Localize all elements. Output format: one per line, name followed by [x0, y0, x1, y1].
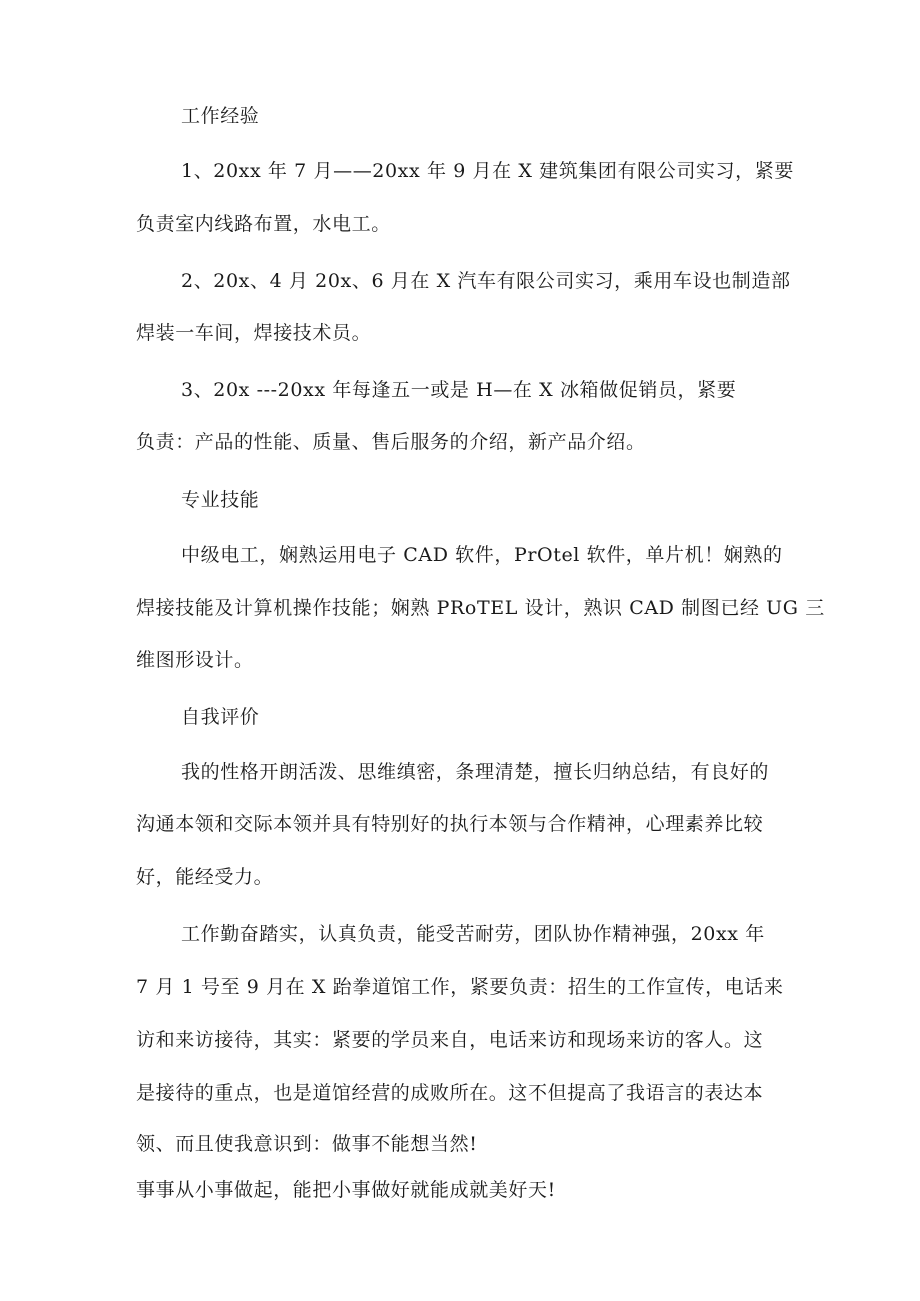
experience-item-3-line-1: 3、20x ---20xx 年每逢五一或是 H—在 X 冰箱做促销员，紧要: [181, 379, 737, 401]
experience-item-2-line-2: 焊装一车间，焊接技术员。: [136, 322, 372, 344]
evaluation-para-1-line-1: 我的性格开朗活泼、思维缜密，条理清楚，擅长归纳总结，有良好的: [181, 761, 770, 783]
evaluation-para-2-line-5: 领、而且使我意识到：做事不能想当然!: [136, 1133, 478, 1155]
evaluation-para-2-line-4: 是接待的重点，也是道馆经营的成败所在。这不但提高了我语言的表达本: [136, 1082, 764, 1104]
section-heading-work-experience: 工作经验: [181, 105, 260, 127]
experience-item-2-line-1: 2、20x、4 月 20x、6 月在 X 汽车有限公司实习，乘用车设也制造部: [181, 270, 791, 292]
skills-line-2: 焊接技能及计算机操作技能；娴熟 PRoTEL 设计，熟识 CAD 制图已经 UG 三: [136, 597, 825, 619]
skills-line-1: 中级电工，娴熟运用电子 CAD 软件，PrOtel 软件，单片机！娴熟的: [181, 544, 783, 566]
experience-item-3-line-2: 负责：产品的性能、质量、售后服务的介绍，新产品介绍。: [136, 431, 646, 453]
evaluation-para-1-line-2: 沟通本领和交际本领并具有特别好的执行本领与合作精神，心理素养比较: [136, 813, 764, 835]
experience-item-1-line-1: 1、20xx 年 7 月——20xx 年 9 月在 X 建筑集团有限公司实习，紧要: [181, 160, 794, 182]
skills-line-3: 维图形设计。: [136, 649, 254, 671]
section-heading-self-evaluation: 自我评价: [181, 706, 260, 728]
evaluation-para-2-line-6: 事事从小事做起，能把小事做好就能成就美好天!: [136, 1179, 556, 1201]
experience-item-1-line-2: 负责室内线路布置，水电工。: [136, 213, 391, 235]
evaluation-para-2-line-2: 7 月 1 号至 9 月在 X 跆拳道馆工作，紧要负责：招生的工作宣传，电话来: [136, 976, 784, 998]
evaluation-para-2-line-3: 访和来访接待，其实：紧要的学员来自，电话来访和现场来访的客人。这: [136, 1029, 764, 1051]
section-heading-professional-skills: 专业技能: [181, 489, 260, 511]
evaluation-para-2-line-1: 工作勤奋踏实，认真负责，能受苦耐劳，团队协作精神强，20xx 年: [181, 923, 765, 945]
evaluation-para-1-line-3: 好，能经受力。: [136, 866, 274, 888]
